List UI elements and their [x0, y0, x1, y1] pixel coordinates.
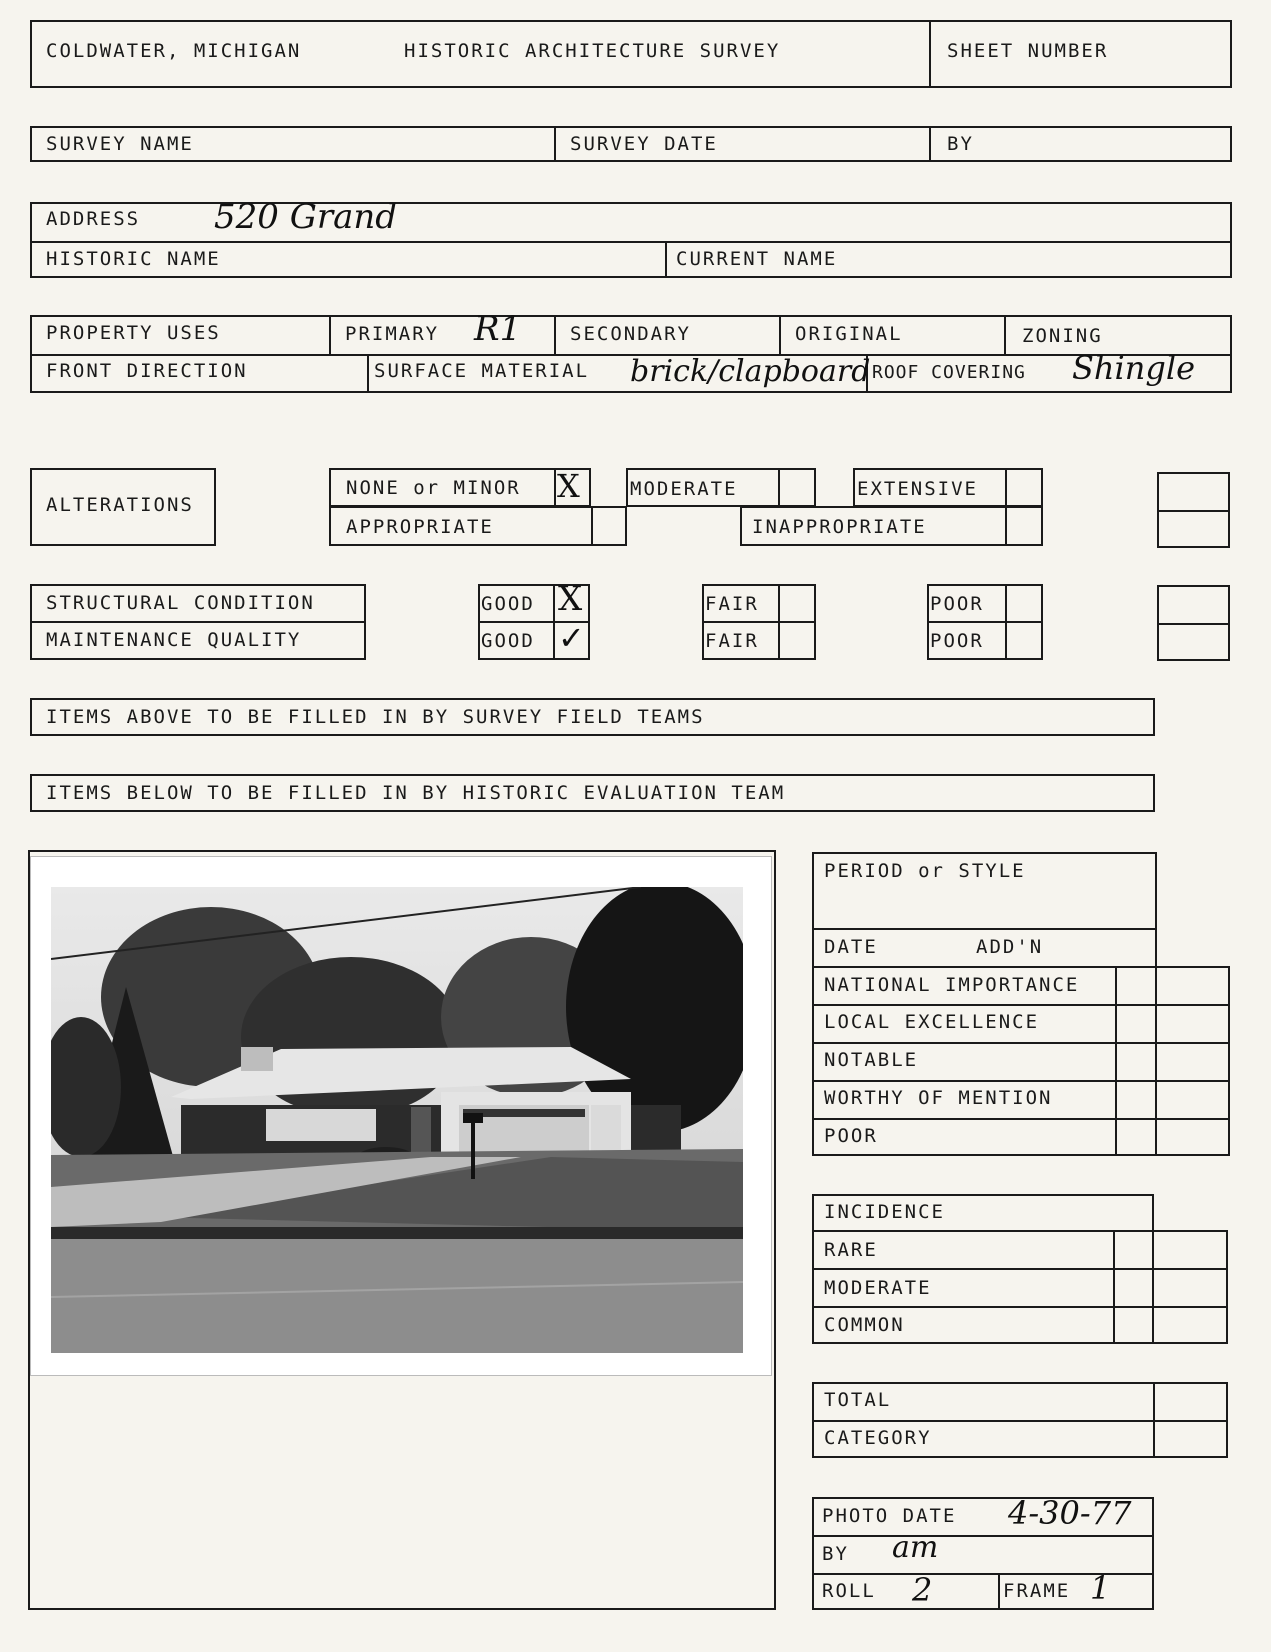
- eval-line-2: [812, 966, 1230, 968]
- survey-date-label: SURVEY DATE: [570, 133, 718, 155]
- poor-divider: [927, 621, 1043, 623]
- poor-check-divider: [1005, 584, 1007, 660]
- survey-by-label: BY: [947, 133, 974, 155]
- fair-check-divider: [778, 584, 780, 660]
- photo-info-line-1: [812, 1535, 1154, 1537]
- address-label: ADDRESS: [46, 208, 141, 230]
- eval-line-1: [812, 928, 1157, 930]
- frame-value: 1: [1090, 1569, 1111, 1607]
- roof-covering-label: ROOF COVERING: [872, 362, 1026, 383]
- totals-divider: [812, 1420, 1228, 1422]
- notable-label: NOTABLE: [824, 1049, 919, 1071]
- none-minor-check-divider: [554, 468, 556, 507]
- house-photo-image: [51, 887, 743, 1353]
- maintenance-good-mark: ✓: [558, 619, 585, 657]
- maintenance-good-label: GOOD: [481, 630, 535, 652]
- structural-good-label: GOOD: [481, 593, 535, 615]
- eval-line-6: [812, 1118, 1230, 1120]
- eval-line-3: [812, 1004, 1230, 1006]
- moderate-label: MODERATE: [630, 478, 738, 500]
- period-style-label: PERIOD or STYLE: [824, 860, 1026, 882]
- address-value: 520 Grand: [214, 197, 398, 237]
- frame-label: FRAME: [1003, 1580, 1071, 1602]
- roof-covering-value: Shingle: [1072, 349, 1196, 387]
- alterations-score-divider: [1157, 510, 1230, 512]
- none-minor-mark: X: [557, 467, 580, 505]
- property-divider-1: [329, 315, 331, 354]
- extensive-label: EXTENSIVE: [857, 478, 978, 500]
- survey-name-label: SURVEY NAME: [46, 133, 194, 155]
- good-check-divider: [553, 584, 555, 660]
- property-divider-5: [367, 354, 369, 393]
- roll-value: 2: [912, 1571, 933, 1609]
- front-direction-label: FRONT DIRECTION: [46, 360, 248, 382]
- national-importance-label: NATIONAL IMPORTANCE: [824, 974, 1080, 996]
- local-excellence-label: LOCAL EXCELLENCE: [824, 1011, 1040, 1033]
- roll-label: ROLL: [822, 1580, 876, 1602]
- historic-name-label: HISTORIC NAME: [46, 248, 221, 270]
- surface-material-label: SURFACE MATERIAL: [374, 360, 590, 382]
- worthy-of-mention-label: WORTHY OF MENTION: [824, 1087, 1053, 1109]
- items-above-note: ITEMS ABOVE TO BE FILLED IN BY SURVEY FIELD TEAMS: [46, 706, 705, 728]
- structural-good-mark: X: [558, 579, 583, 619]
- structural-fair-label: FAIR: [705, 593, 759, 615]
- inc-line-3: [812, 1306, 1228, 1308]
- inappropriate-divider: [1005, 506, 1007, 546]
- moderate-check-divider: [778, 468, 780, 507]
- maintenance-quality-label: MAINTENANCE QUALITY: [46, 629, 302, 651]
- primary-label: PRIMARY: [345, 323, 440, 345]
- items-below-note: ITEMS BELOW TO BE FILLED IN BY HISTORIC EVALUATION TEAM: [46, 782, 786, 804]
- property-divider-4: [1004, 315, 1006, 354]
- incidence-moderate-label: MODERATE: [824, 1277, 932, 1299]
- photo-by-label: BY: [822, 1543, 849, 1565]
- common-label: COMMON: [824, 1314, 905, 1336]
- property-divider-2: [554, 315, 556, 354]
- property-divider-3: [779, 315, 781, 354]
- category-label: CATEGORY: [824, 1427, 932, 1449]
- photo-by-value: am: [892, 1530, 939, 1565]
- survey-divider-1: [554, 126, 556, 162]
- appropriate-label: APPROPRIATE: [346, 516, 494, 538]
- original-label: ORIGINAL: [795, 323, 903, 345]
- eval-score-column: [1115, 966, 1230, 1156]
- photo-date-value: 4-30-77: [1008, 1494, 1132, 1532]
- eval-line-4: [812, 1042, 1230, 1044]
- roll-frame-divider: [998, 1573, 1000, 1610]
- structural-condition-label: STRUCTURAL CONDITION: [46, 592, 315, 614]
- current-name-label: CURRENT NAME: [676, 248, 838, 270]
- house-photograph: [30, 856, 772, 1376]
- total-label: TOTAL: [824, 1389, 892, 1411]
- sheet-number-label: SHEET NUMBER: [947, 40, 1109, 62]
- eval-line-5: [812, 1080, 1230, 1082]
- fair-divider: [702, 621, 816, 623]
- condition-score-divider: [1157, 623, 1230, 625]
- none-minor-label: NONE or MINOR: [346, 477, 521, 499]
- survey-title: HISTORIC ARCHITECTURE SURVEY: [404, 40, 781, 62]
- appropriate-divider: [591, 506, 593, 546]
- condition-row-divider: [30, 621, 366, 623]
- survey-divider-2: [929, 126, 931, 162]
- photo-date-label: PHOTO DATE: [822, 1505, 957, 1527]
- eval-poor-label: POOR: [824, 1125, 878, 1147]
- inc-line-1: [812, 1230, 1228, 1232]
- incidence-score-column: [1113, 1230, 1228, 1344]
- surface-material-value: brick/clapboard: [630, 354, 871, 389]
- zoning-label: ZONING: [1022, 325, 1103, 347]
- totals-score-divider: [1153, 1382, 1155, 1458]
- addn-label: ADD'N: [976, 936, 1044, 958]
- name-divider: [665, 241, 667, 278]
- maintenance-fair-label: FAIR: [705, 630, 759, 652]
- primary-value: R1: [474, 309, 522, 349]
- property-uses-label: PROPERTY USES: [46, 322, 221, 344]
- header-divider: [929, 20, 931, 88]
- date-label: DATE: [824, 936, 878, 958]
- maintenance-poor-label: POOR: [930, 630, 984, 652]
- secondary-label: SECONDARY: [570, 323, 691, 345]
- incidence-label: INCIDENCE: [824, 1201, 945, 1223]
- address-row-divider: [30, 241, 1232, 243]
- inc-line-2: [812, 1268, 1228, 1270]
- rare-label: RARE: [824, 1239, 878, 1261]
- city-label: COLDWATER, MICHIGAN: [46, 40, 302, 62]
- structural-poor-label: POOR: [930, 593, 984, 615]
- inappropriate-label: INAPPROPRIATE: [752, 516, 927, 538]
- extensive-check-divider: [1005, 468, 1007, 507]
- alterations-label: ALTERATIONS: [46, 494, 194, 516]
